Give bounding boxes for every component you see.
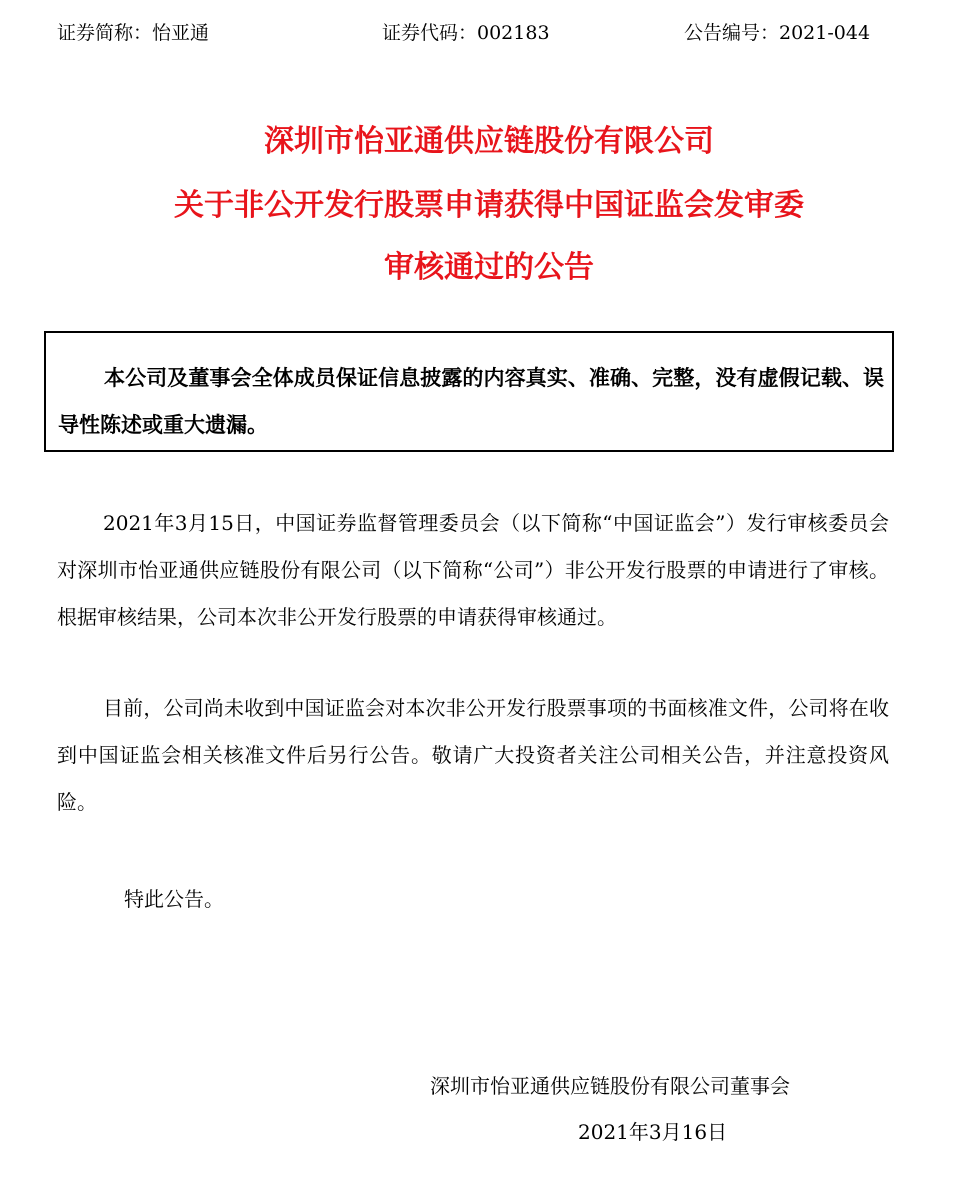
body-paragraph-2: 目前，公司尚未收到中国证监会对本次非公开发行股票事项的书面核准文件，公司将在收到中国证监会相关核准文件后另行公告。敬请广大投资者关注公司相关公告，并注意投资风险。 — [57, 696, 889, 814]
disclosure-notice-text: 本公司及董事会全体成员保证信息披露的内容真实、准确、完整，没有虚假记载、误导性陈述或重大遗漏。 — [58, 366, 884, 437]
title-line-2: 关于非公开发行股票申请获得中国证监会发审委 — [174, 188, 804, 223]
body-paragraph-1: 2021年3月15日，中国证券监督管理委员会（以下简称“中国证监会”）发行审核委员会对深圳市怡亚通供应链股份有限公司（以下简称“公司”）非公开发行股票的申请进行了审核。根据审核结果，公司本次非公开发行股票的申请获得审核通过。 — [57, 511, 889, 629]
title-line-1: 深圳市怡亚通供应链股份有限公司 — [264, 124, 714, 159]
title-line-3: 审核通过的公告 — [384, 250, 594, 285]
document-header — [0, 18, 978, 48]
security-code: 证券代码：002183 — [382, 22, 550, 44]
security-short-name: 证券简称：怡亚通 — [57, 22, 210, 44]
signature-date: 2021年3月16日 — [578, 1120, 728, 1144]
closing-statement: 特此公告。 — [124, 887, 224, 911]
signature-organization: 深圳市怡亚通供应链股份有限公司董事会 — [430, 1074, 790, 1098]
disclosure-notice-box — [44, 331, 894, 452]
announcement-number: 公告编号：2021-044 — [684, 22, 871, 44]
